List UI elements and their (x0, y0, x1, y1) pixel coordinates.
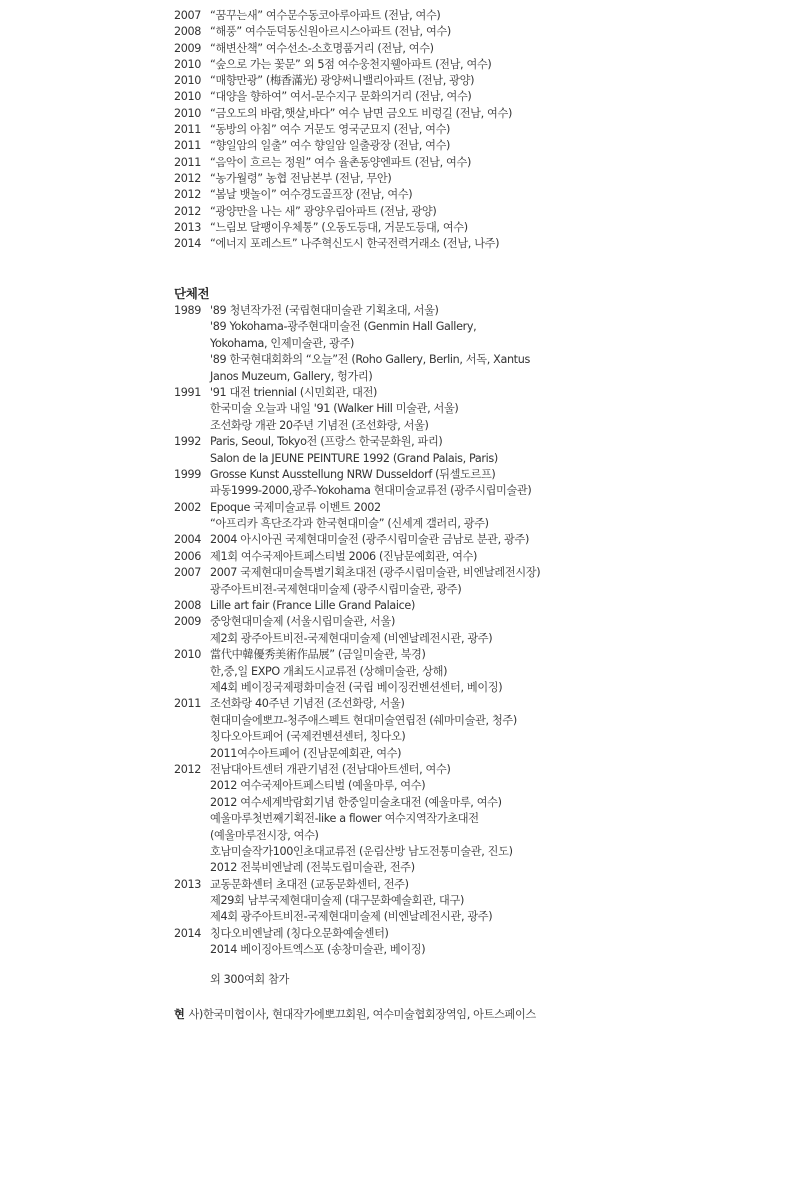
list-item (174, 500, 774, 516)
entry-text: 현대미술에뽀끄-청주애스펙트 현대미술연립전 (쉐마미술관, 청주) (210, 713, 517, 727)
list-item (174, 664, 774, 680)
entry-text: 교동문화센터 초대전 (교동문화센터, 전주) (210, 877, 409, 891)
entry-year: 2010 (174, 648, 202, 662)
entry-text: “아프리카 흑단조각과 한국현대미술” (신세계 갤러리, 광주) (210, 517, 489, 531)
current-positions (174, 1006, 536, 1022)
entry-text: 한,중,일 EXPO 개최도시교류전 (상해미술관, 상해) (210, 664, 448, 678)
entry-text: 當代中韓優秀美術作品展” (금일미술관, 북경) (210, 648, 426, 662)
entry-year (174, 516, 210, 532)
entry-text: 조선화랑 40주년 기념전 (조선화랑, 서울) (210, 697, 405, 711)
entry-text: Janos Muzeum, Gallery, 헝가리) (210, 369, 373, 383)
public-works-list (174, 8, 774, 252)
entry-year (174, 909, 210, 925)
entry-text: “숲으로 가는 꽃문” 외 5점 여수웅천지웰아파트 (전남, 여수) (210, 57, 492, 71)
list-item (174, 877, 774, 893)
list-item (174, 926, 774, 942)
list-item (174, 713, 774, 729)
entry-year: 2013 (174, 877, 202, 891)
list-item (174, 828, 774, 844)
entry-year: 2010 (174, 74, 202, 88)
entry-text: 2012 전북비엔날레 (전북도립미술관, 전주) (210, 861, 415, 875)
group-exhibitions-heading: 단체전 (174, 286, 210, 301)
entry-text: 호남미술작가100인초대교류전 (운림산방 남도전통미술관, 진도) (210, 844, 513, 858)
list-item (174, 631, 774, 647)
entry-year (174, 746, 210, 762)
entry-year: 2007 (174, 9, 202, 22)
entry-text: 2012 여수국제아트페스티벌 (예울마루, 여수) (210, 779, 426, 793)
entry-year (174, 418, 210, 434)
entry-text: 제29회 남부국제현대미술제 (대구문화예술회관, 대구) (210, 894, 464, 908)
list-item (174, 696, 774, 712)
entry-year: 2009 (174, 615, 202, 629)
list-item (174, 762, 774, 778)
entry-text: “에너지 포레스트” 나주혁신도시 한국전력거래소 (전남, 나주) (210, 237, 500, 251)
list-item (174, 516, 774, 532)
entry-year: 2009 (174, 41, 202, 55)
list-item (174, 909, 774, 925)
list-item (174, 187, 774, 203)
entry-year: 1991 (174, 385, 202, 399)
list-item (174, 122, 774, 138)
entry-year: 2008 (174, 599, 202, 613)
entry-year (174, 778, 210, 794)
entry-year (174, 828, 210, 844)
entry-text: 파동1999-2000,광주-Yokohama 현대미술교류전 (광주시립미술관) (210, 484, 532, 498)
misc-note: 외 300여회 참가 (210, 973, 290, 986)
entry-year (174, 795, 210, 811)
entry-text: “동방의 아침” 여수 거문도 영국군묘지 (전남, 여수) (210, 123, 451, 137)
entry-year: 2010 (174, 57, 202, 71)
entry-text: 한국미술 오늘과 내일 '91 (Walker Hill 미술관, 서울) (210, 402, 459, 416)
list-item (174, 89, 774, 105)
list-item (174, 41, 774, 57)
list-item (174, 582, 774, 598)
current-text: 사)한국미협이사, 현대작가에뽀끄회원, 여수미술협회장역임, 아트스페이스 (188, 1008, 536, 1021)
entry-year: 1989 (174, 304, 202, 317)
list-item (174, 106, 774, 122)
entry-year (174, 369, 210, 385)
entry-year: 2006 (174, 549, 202, 563)
list-item (174, 303, 774, 319)
entry-year (174, 844, 210, 860)
list-item (174, 418, 774, 434)
entry-year: 2011 (174, 155, 202, 169)
list-item (174, 795, 774, 811)
list-item (174, 778, 774, 794)
list-item (174, 171, 774, 187)
entry-text: 제4회 광주아트비전-국제현대미술제 (비엔날레전시관, 광주) (210, 910, 493, 924)
entry-text: 제2회 광주아트비전-국제현대미술제 (비엔날레전시관, 광주) (210, 631, 493, 645)
entry-text: '89 한국현대회화의 “오늘”전 (Roho Gallery, Berlin, 서독, Xantus (210, 353, 530, 367)
entry-text: '89 청년작가전 (국립현대미술관 기획초대, 서울) (210, 304, 439, 317)
entry-text: 조선화랑 개관 20주년 기념전 (조선화랑, 서울) (210, 418, 429, 432)
entry-text: “느림보 달팽이우체통” (오동도등대, 거문도등대, 여수) (210, 220, 468, 234)
entry-year: 2010 (174, 106, 202, 120)
entry-text: “꿈꾸는새” 여수문수동코아루아파트 (전남, 여수) (210, 9, 441, 22)
entry-year (174, 942, 210, 958)
list-item (174, 24, 774, 40)
entry-text: “광양만을 나는 새” 광양우림아파트 (전남, 광양) (210, 204, 437, 218)
entry-year: 2012 (174, 204, 202, 218)
list-item (174, 647, 774, 663)
entry-text: '91 대전 triennial (시민회관, 대전) (210, 385, 378, 399)
entry-text: 제1회 여수국제아트페스티벌 2006 (진남문예회관, 여수) (210, 549, 478, 563)
list-item (174, 746, 774, 762)
list-item (174, 680, 774, 696)
list-item (174, 811, 774, 827)
entry-year (174, 631, 210, 647)
list-item (174, 336, 774, 352)
entry-text: “금오도의 바람,햇살,바다” 여수 남면 금오도 비렁길 (전남, 여수) (210, 106, 512, 120)
entry-text: 칭다오아트페어 (국제컨벤션센터, 칭다오) (210, 730, 406, 744)
current-label: 현 (174, 1008, 185, 1021)
entry-text: (예울마루전시장, 여수) (210, 828, 319, 842)
list-item (174, 893, 774, 909)
entry-year: 2011 (174, 697, 202, 711)
entry-text: “해변산책” 여수선소-소호명품거리 (전남, 여수) (210, 41, 434, 55)
entry-year: 2013 (174, 220, 202, 234)
entry-text: 2014 베이징아트엑스포 (송창미술관, 베이징) (210, 943, 426, 957)
entry-text: “대양을 향하여” 여서-문수지구 문화의거리 (전남, 여수) (210, 90, 472, 104)
entry-text: 전남대아트센터 개관기념전 (전남대아트센터, 여수) (210, 762, 451, 776)
entry-text: 2012 여수세계박람회기념 한중일미술초대전 (예울마루, 여수) (210, 795, 502, 809)
list-item (174, 204, 774, 220)
list-item (174, 352, 774, 368)
entry-text: Yokohama, 인제미술관, 광주) (210, 336, 355, 350)
entry-year: 2002 (174, 500, 202, 514)
list-item (174, 729, 774, 745)
entry-year (174, 582, 210, 598)
entry-year (174, 729, 210, 745)
list-item (174, 860, 774, 876)
entry-text: Salon de la JEUNE PEINTURE 1992 (Grand Palais, Paris) (210, 451, 498, 465)
entry-year (174, 811, 210, 827)
entry-text: Paris, Seoul, Tokyo전 (프랑스 한국문화원, 파리) (210, 435, 443, 449)
entry-year: 2012 (174, 171, 202, 185)
entry-year: 2008 (174, 25, 202, 39)
list-item (174, 598, 774, 614)
list-item (174, 942, 774, 958)
entry-text: “봄날 뱃놀이” 여수경도골프장 (전남, 여수) (210, 188, 413, 202)
entry-text: “농가월령” 농협 전남본부 (전남, 무안) (210, 171, 392, 185)
entry-year: 2014 (174, 237, 202, 251)
entry-year: 2007 (174, 566, 202, 580)
list-item (174, 319, 774, 335)
list-item (174, 8, 774, 24)
entry-year (174, 336, 210, 352)
entry-year: 2004 (174, 533, 202, 547)
list-item (174, 236, 774, 252)
entry-year: 2011 (174, 139, 202, 153)
entry-year (174, 451, 210, 467)
list-item (174, 844, 774, 860)
entry-year: 2012 (174, 762, 202, 776)
list-item (174, 451, 774, 467)
entry-year (174, 713, 210, 729)
entry-year: 2011 (174, 123, 202, 137)
list-item (174, 565, 774, 581)
entry-text: 제4회 베이징국제평화미술전 (국립 베이징컨벤션센터, 베이징) (210, 680, 503, 694)
list-item (174, 401, 774, 417)
entry-year: 1992 (174, 435, 202, 449)
entry-year: 2010 (174, 90, 202, 104)
entry-year (174, 483, 210, 499)
list-item (174, 138, 774, 154)
entry-year: 1999 (174, 467, 202, 481)
entry-text: Grosse Kunst Ausstellung NRW Dusseldorf (뒤셀도르프) (210, 467, 496, 481)
entry-text: “매향만광” (梅香滿光) 광양써니밸리아파트 (전남, 광양) (210, 74, 475, 88)
entry-year (174, 860, 210, 876)
entry-text: Epoque 국제미술교류 이벤트 2002 (210, 500, 381, 514)
list-item (174, 434, 774, 450)
list-item (174, 155, 774, 171)
entry-year (174, 352, 210, 368)
entry-year: 2012 (174, 188, 202, 202)
entry-year (174, 664, 210, 680)
entry-text: 예울마루첫번째기획전-like a flower 여수지역작가초대전 (210, 812, 479, 826)
entry-year (174, 319, 210, 335)
list-item (174, 220, 774, 236)
list-item (174, 467, 774, 483)
list-item (174, 483, 774, 499)
entry-text: “향일암의 일출” 여수 향일암 일출광장 (전남, 여수) (210, 139, 451, 153)
entry-year (174, 401, 210, 417)
entry-text: “음악이 흐르는 정원” 여수 율촌동양엔파트 (전남, 여수) (210, 155, 471, 169)
entry-text: 2004 아시아권 국제현대미술전 (광주시립미술관 금남로 분관, 광주) (210, 533, 529, 547)
entry-text: 2011여수아트페어 (진남문예회관, 여수) (210, 746, 402, 760)
group-exhibitions-list (174, 303, 774, 959)
entry-text: “해풍” 여수둔덕동신원아르시스아파트 (전남, 여수) (210, 25, 451, 39)
entry-text: 광주아트비젼-국제현대미술제 (광주시립미술관, 광주) (210, 582, 462, 596)
list-item (174, 549, 774, 565)
entry-text: '89 Yokohama-광주현대미술전 (Genmin Hall Gallery, (210, 320, 477, 334)
entry-year (174, 893, 210, 909)
entry-year (174, 680, 210, 696)
entry-text: 칭다오비엔날레 (칭다오문화예술센터) (210, 926, 389, 940)
list-item (174, 614, 774, 630)
entry-text: 중앙현대미술제 (서울시립미술관, 서울) (210, 615, 395, 629)
list-item (174, 532, 774, 548)
list-item (174, 385, 774, 401)
entry-year: 2014 (174, 926, 202, 940)
list-item (174, 73, 774, 89)
entry-text: 2007 국제현대미술특별기획초대전 (광주시립미술관, 비엔날레전시장) (210, 566, 541, 580)
list-item (174, 57, 774, 73)
list-item (174, 369, 774, 385)
entry-text: Lille art fair (France Lille Grand Palaice) (210, 599, 415, 613)
